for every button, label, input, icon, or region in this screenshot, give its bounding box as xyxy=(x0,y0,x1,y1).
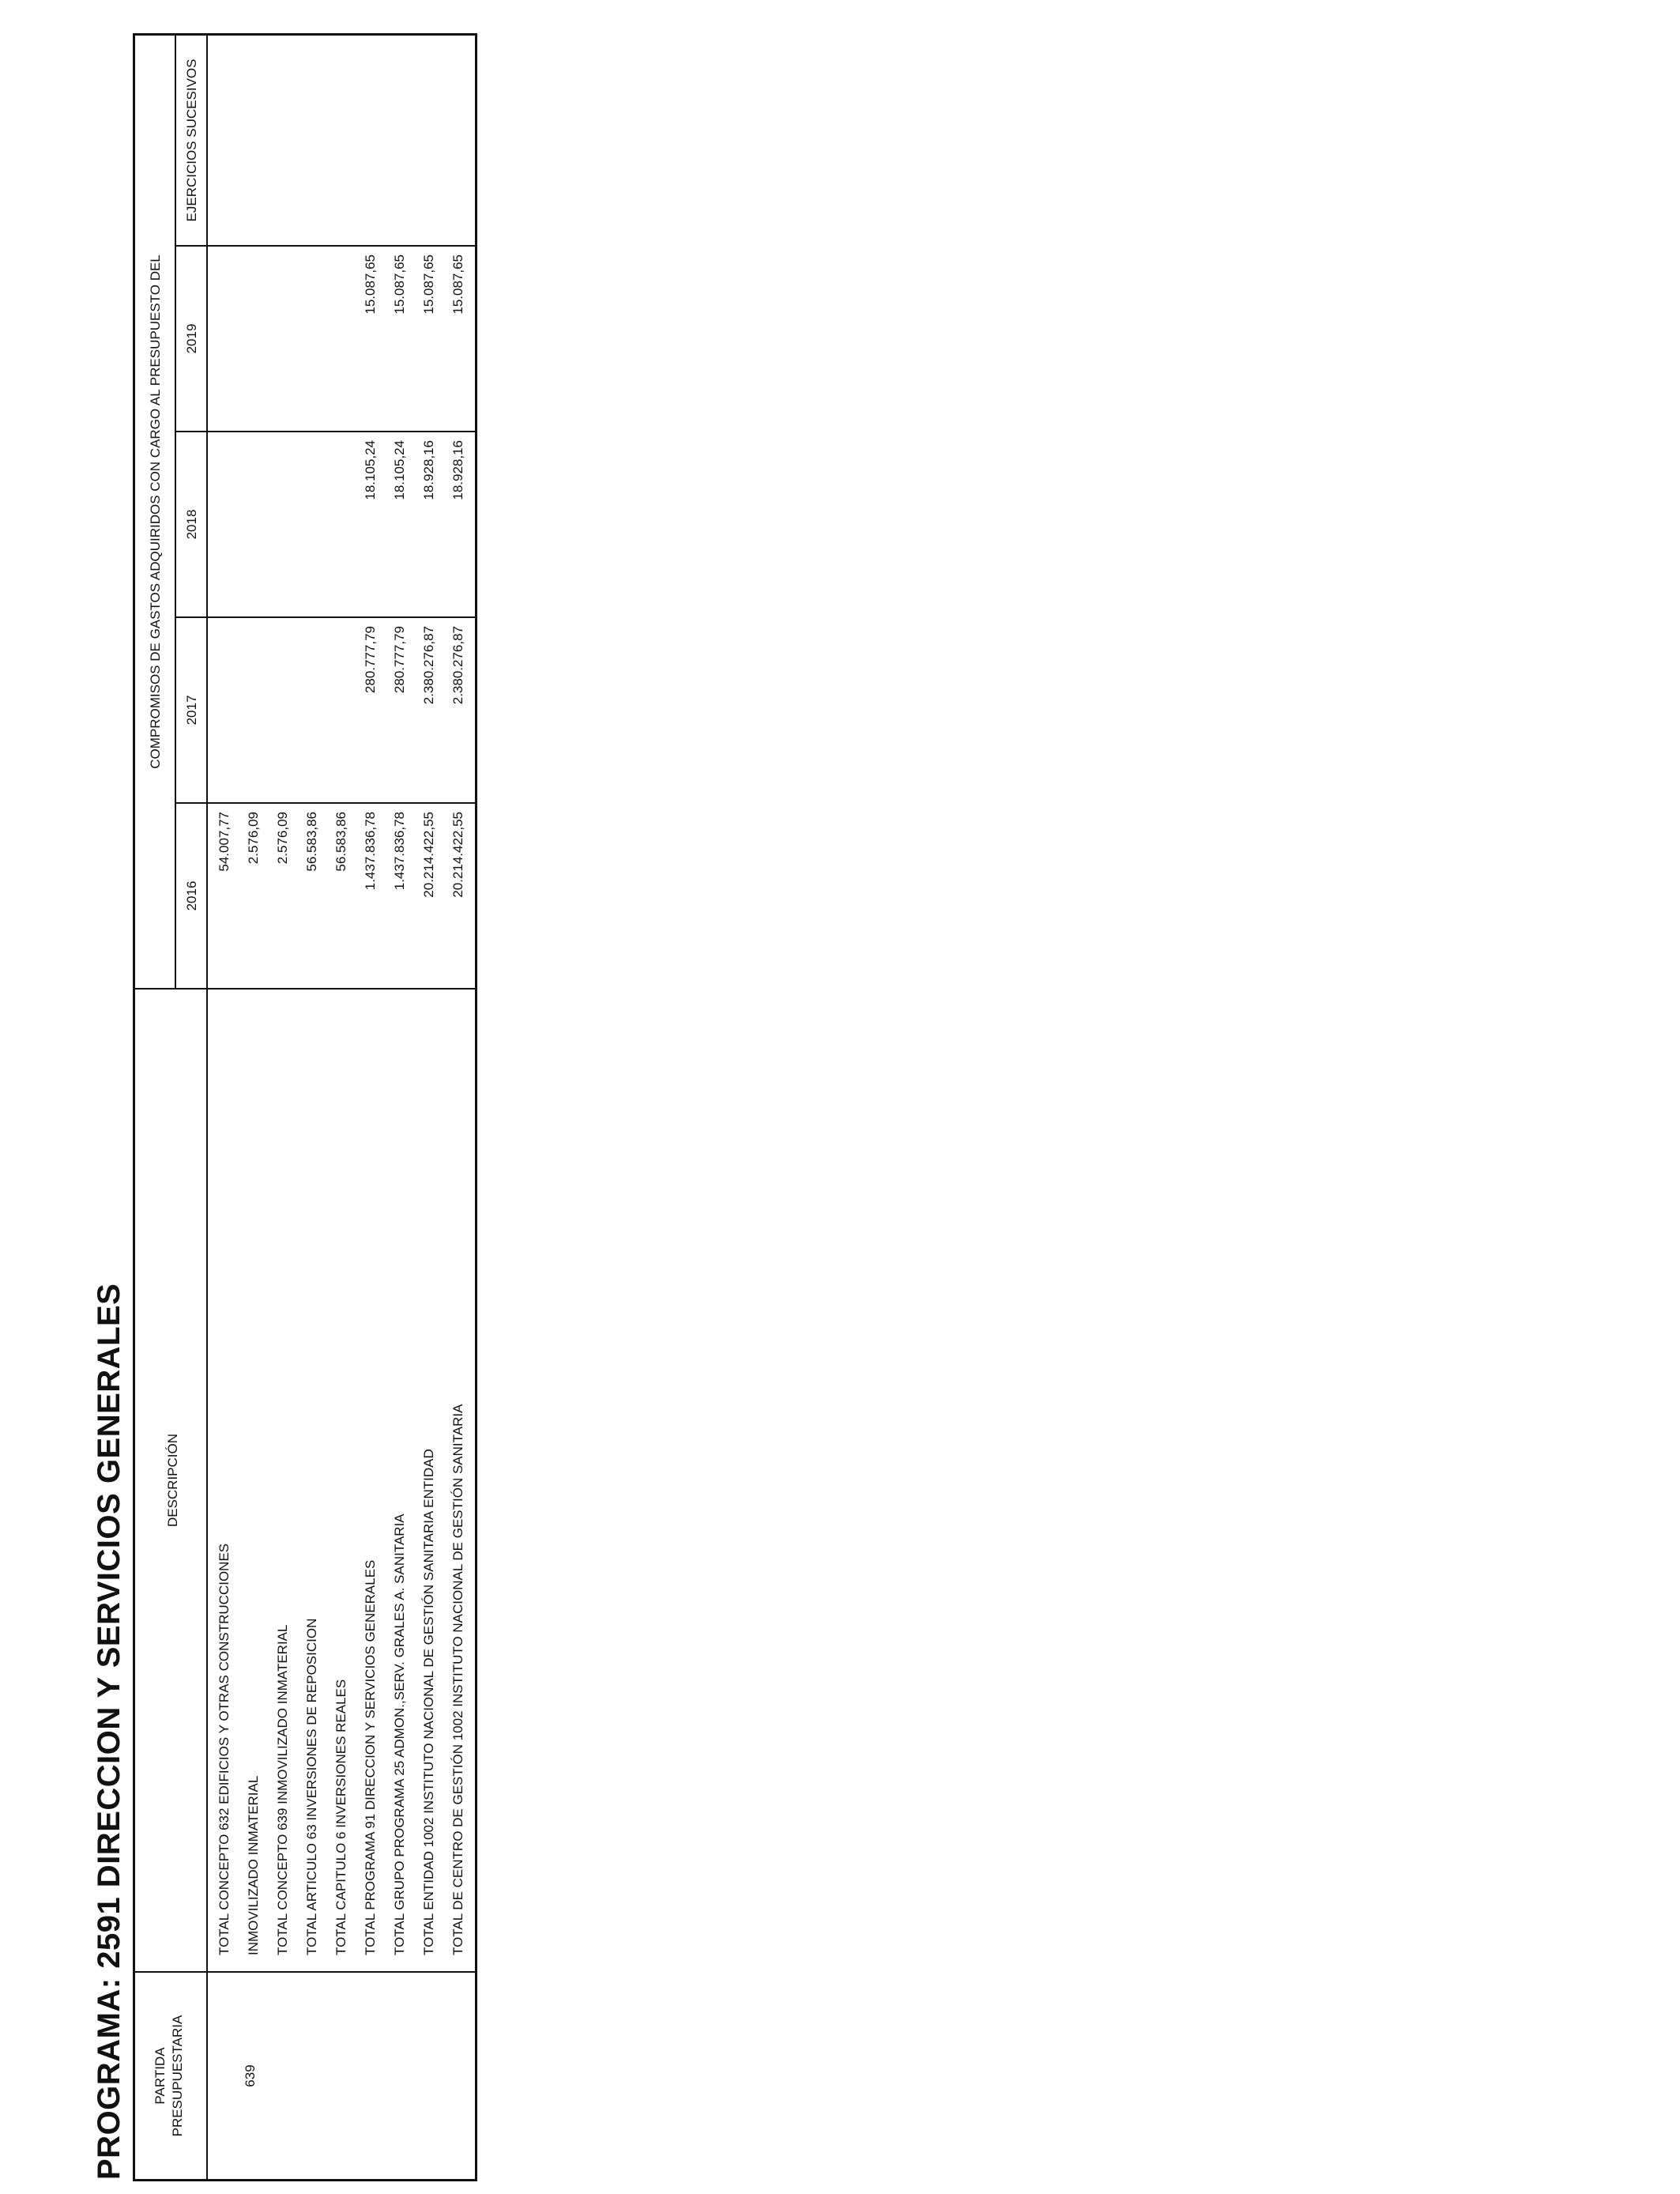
row-divider xyxy=(206,36,208,2179)
header-year-2017: 2017 xyxy=(184,695,199,726)
header-compromisos: COMPROMISOS DE GASTOS ADQUIRIDOS CON CARGO AL PRESUPUESTO DEL xyxy=(148,254,163,769)
header-year-2018: 2018 xyxy=(184,509,199,540)
amount-2019: 15.087,65 xyxy=(363,254,378,315)
amount-2019: 15.087,65 xyxy=(421,254,436,315)
row-divider xyxy=(175,36,176,990)
amount-2016: 20.214.422,55 xyxy=(450,812,465,898)
amount-2017: 280.777,79 xyxy=(363,626,378,694)
partida-code: 639 xyxy=(243,2064,258,2087)
amount-2018: 18.105,24 xyxy=(392,440,407,500)
row-description: TOTAL ENTIDAD 1002 INSTITUTO NACIONAL DE GESTIÓN SANITARIA ENTIDAD xyxy=(421,1449,436,1955)
col-divider xyxy=(135,988,475,990)
row-description: TOTAL CONCEPTO 639 INMOVILIZADO INMATERIAL xyxy=(275,1624,290,1955)
col-divider xyxy=(175,245,475,247)
amount-2016: 2.576,09 xyxy=(246,812,261,865)
row-description: TOTAL CAPITULO 6 INVERSIONES REALES xyxy=(333,1679,348,1955)
header-presupuestaria: PRESUPUESTARIA xyxy=(170,2015,185,2137)
col-divider xyxy=(175,802,475,804)
amount-2017: 2.380.276,87 xyxy=(450,626,465,705)
amount-2016: 2.576,09 xyxy=(275,812,290,865)
header-year-2016: 2016 xyxy=(184,880,199,911)
col-divider xyxy=(135,1971,475,1973)
header-year-2019: 2019 xyxy=(184,323,199,354)
row-description: INMOVILIZADO INMATERIAL xyxy=(246,1775,261,1955)
col-divider xyxy=(175,616,475,618)
amount-2017: 2.380.276,87 xyxy=(421,626,436,705)
amount-2016: 56.583,86 xyxy=(304,812,319,872)
amount-2016: 20.214.422,55 xyxy=(421,812,436,898)
amount-2016: 56.583,86 xyxy=(333,812,348,872)
amount-2018: 18.928,16 xyxy=(421,440,436,500)
commitments-table xyxy=(133,33,477,2181)
row-description: TOTAL PROGRAMA 91 DIRECCION Y SERVICIOS GENERALES xyxy=(363,1559,378,1955)
amount-2018: 18.105,24 xyxy=(363,440,378,500)
amount-2019: 15.087,65 xyxy=(392,254,407,315)
amount-2016: 54.007,77 xyxy=(217,812,232,872)
row-description: TOTAL GRUPO PROGRAMA 25 ADMON.,SERV. GRALES A. SANITARIA xyxy=(392,1514,407,1955)
page-title: PROGRAMA: 2591 DIRECCION Y SERVICIOS GENERALES xyxy=(92,1283,126,2180)
header-descripcion: DESCRIPCIÓN xyxy=(165,1433,180,1528)
header-ejercicios-sucesivos: EJERCICIOS SUCESIVOS xyxy=(184,58,199,222)
amount-2016: 1.437.836,78 xyxy=(392,812,407,891)
row-description: TOTAL DE CENTRO DE GESTIÓN 1002 INSTITUTO NACIONAL DE GESTIÓN SANITARIA xyxy=(450,1404,465,1955)
amount-2019: 15.087,65 xyxy=(450,254,465,315)
header-partida: PARTIDA xyxy=(153,2047,168,2105)
row-description: TOTAL CONCEPTO 632 EDIFICIOS Y OTRAS CONSTRUCCIONES xyxy=(217,1543,232,1955)
amount-2016: 1.437.836,78 xyxy=(363,812,378,891)
col-divider xyxy=(175,431,475,432)
amount-2017: 280.777,79 xyxy=(392,626,407,694)
amount-2018: 18.928,16 xyxy=(450,440,465,500)
row-description: TOTAL ARTICULO 63 INVERSIONES DE REPOSICION xyxy=(304,1618,319,1955)
